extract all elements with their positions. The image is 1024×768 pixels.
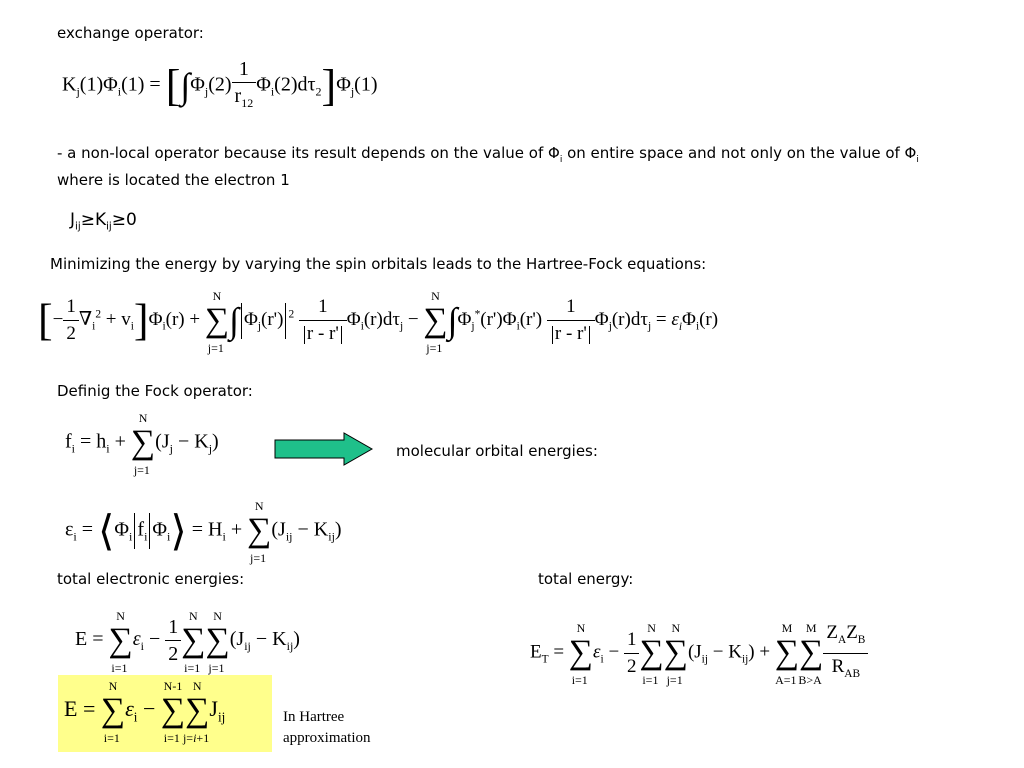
hartree-approximation-equation: E = ∑ N i=1 $\varepsilon_i$ − ∑ N-1 i=1 ∑ N j=i+1 $J_{ij}$ <box>64 679 226 745</box>
right-arrow-icon <box>274 432 374 466</box>
minimizing-heading: Minimizing the energy by varying the spin orbitals leads to the Hartree-Fock equations: <box>50 255 707 273</box>
coulomb-exchange-inequality: $J_{ij}\ge K_{ij}\ge 0$ <box>70 210 137 233</box>
definig-fock-heading: Definig the Fock operator: <box>57 382 253 400</box>
total-electronic-energy-equation: E = ∑ N i=1 $\varepsilon_i$ − $\frac{1}{2}$ ∑ N i=1 ∑ N j=1 $(J_{ij} - K_{ij})$ <box>75 608 300 675</box>
nonlocal-explanation: - a non-local operator because its result depends on the value of $\Phi_i$ on entire space and not only on the value of $\Phi_i$ where is located the electron 1 <box>57 144 919 189</box>
hartree-fock-equation: [− $\frac{1}{2}$ $\nabla_i^2 + v_i]\Phi_i(r)$ + ∑ N j=1 ∫ $\Phi_j(r')$ $^2$ $\frac{1}{r - r'}$ $\Phi_i(r)d\tau_j$ − ∑ N j=1 $\int\Phi_j^*(r')\Phi_i(r')$ $\frac{1}{r - r'}$ $\Phi_j(r)d\tau_j = \varepsilon_i\Phi_i(r)$ <box>38 288 719 355</box>
hartree-note: In Hartree approximation <box>283 709 371 746</box>
total-electronic-heading: total electronic energies: <box>57 570 245 588</box>
mo-energies-label: molecular orbital energies: <box>396 442 598 460</box>
exchange-operator-equation: $K_j(1)\Phi_i(1) = [\int\Phi_j(2)$ $\frac{1}{r_{12}}$ $\Phi_i(2)d\tau_2]\Phi_j(1)$ <box>62 58 378 110</box>
fock-operator-equation: $f_i = h_i$ + ∑ N j=1 $(J_j - K_j)$ <box>65 411 219 477</box>
total-energy-equation: $E_T$ = ∑ N i=1 $\varepsilon_i$ − $\frac{1}{2}$ ∑ N i=1 ∑ N j=1 $(J_{ij} - K_{ij})$ + ∑ M A=1 ∑ M B>A $\frac{Z_AZ_B}{R_{AB}}$ <box>530 620 868 687</box>
orbital-energy-equation: $\varepsilon_i$ = $⟨\Phi_i$ $f_i$ $\Phi_i⟩ = H_i$ + ∑ N j=1 $(J_{ij} - K_{ij})$ <box>65 499 342 565</box>
total-energy-heading: total energy: <box>538 570 634 588</box>
exchange-operator-heading: exchange operator: <box>57 24 204 42</box>
